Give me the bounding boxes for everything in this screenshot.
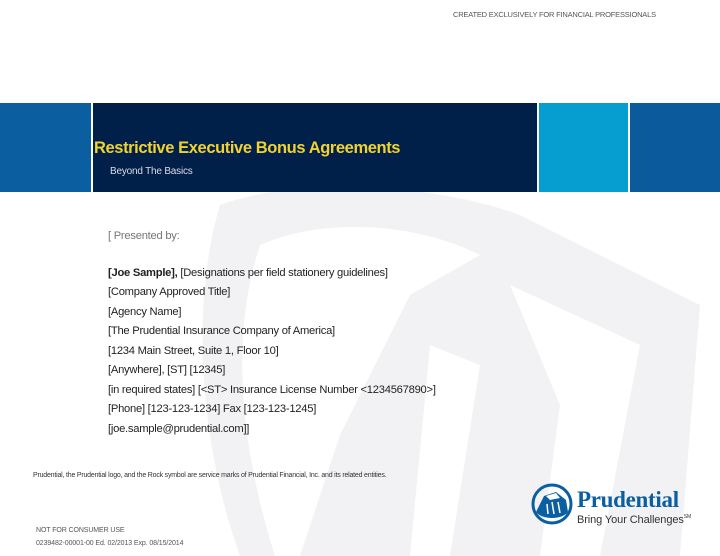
banner-block-left (0, 103, 91, 192)
presenter-email: [joe.sample@prudential.com]] (108, 422, 250, 435)
trademark-notice: Prudential, the Prudential logo, and the Rock symbol are service marks of Prudential Financial, Inc. and its related entities. (33, 472, 387, 479)
presented-by-label: [ Presented by: (108, 230, 180, 242)
rock-icon (530, 482, 574, 526)
presenter-title: [Company Approved Title] (108, 286, 231, 298)
presenter-name-line (108, 264, 436, 284)
page-title: Restrictive Executive Bonus Agreements (94, 139, 401, 157)
presenter-city-state: [Anywhere], [ST] [12345] (108, 364, 226, 376)
document-code: 0239482-00001-00 Ed. 02/2013 Exp. 08/15/2014 (36, 540, 184, 547)
banner-block-light (539, 103, 628, 192)
presenter-company: [The Prudential Insurance Company of America] (108, 325, 335, 337)
logo-tagline-text: Bring Your Challenges (577, 514, 684, 526)
footer (36, 524, 183, 550)
page-subtitle: Beyond The Basics (110, 166, 193, 177)
presenter-block (108, 227, 436, 439)
service-mark: SM (683, 514, 692, 520)
presenter-designations: [Designations per field stationery guidelines] (177, 266, 388, 279)
audience-note: CREATED EXCLUSIVELY FOR FINANCIAL PROFESSIONALS (453, 10, 656, 19)
logo-tagline (577, 514, 691, 526)
presenter-street: [1234 Main Street, Suite 1, Floor 10] (108, 344, 279, 357)
presenter-agency: [Agency Name] (108, 305, 182, 318)
logo-wordmark: Prudential (577, 487, 679, 512)
banner-block-right (630, 103, 720, 192)
presenter-name: [Joe Sample], (108, 266, 178, 279)
presenter-phone-fax: [Phone] [123-123-1234] Fax [123-123-1245] (108, 403, 317, 415)
prudential-logo (530, 480, 700, 530)
usage-note: NOT FOR CONSUMER USE (36, 527, 125, 534)
presenter-license: [in required states] [<ST> Insurance License Number <1234567890>] (108, 383, 436, 396)
